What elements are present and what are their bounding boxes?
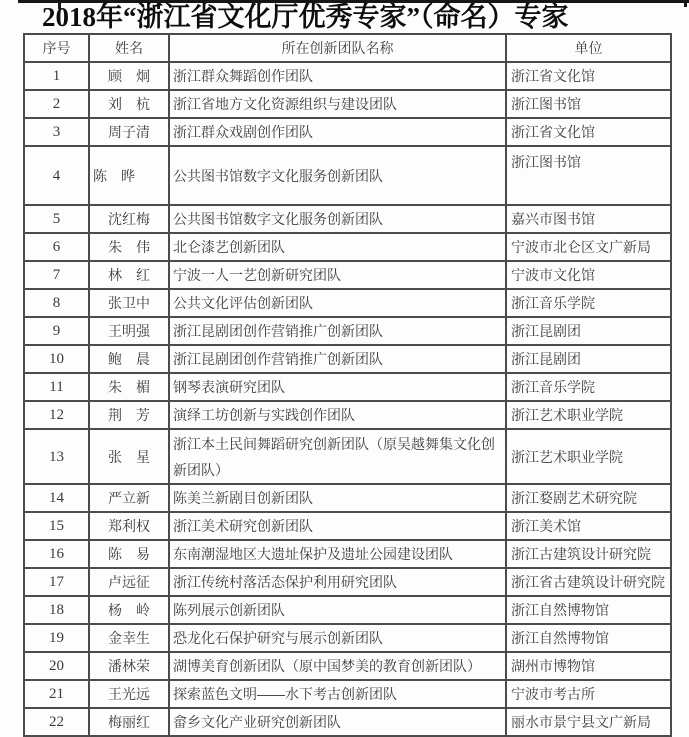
table-row xyxy=(24,401,671,429)
cell-unit: 丽水市景宁县文广新局 xyxy=(506,708,671,736)
cell-unit: 浙江婺剧艺术研究院 xyxy=(506,484,671,512)
cell-serial-number: 5 xyxy=(24,205,89,233)
cell-serial-number: 20 xyxy=(24,652,89,680)
cell-unit: 浙江艺术职业学院 xyxy=(506,401,671,429)
cell-name: 沈红梅 xyxy=(89,205,169,233)
cell-unit: 宁波市文化馆 xyxy=(506,261,671,289)
cell-serial-number: 14 xyxy=(24,484,89,512)
cell-name: 张卫中 xyxy=(89,289,169,317)
cell-unit: 宁波市考古所 xyxy=(506,680,671,708)
cell-unit: 浙江自然博物馆 xyxy=(506,596,671,624)
cell-name: 王光远 xyxy=(89,680,169,708)
cell-team-name: 浙江群众戏剧创作团队 xyxy=(169,118,506,146)
cell-team-name: 恐龙化石保护研究与展示创新团队 xyxy=(169,624,506,652)
cell-team-name: 浙江美术研究创新团队 xyxy=(169,512,506,540)
cell-team-name: 浙江本土民间舞蹈研究创新团队（原吴越舞集文化创新团队） xyxy=(169,429,506,484)
cell-name: 金幸生 xyxy=(89,624,169,652)
cell-team-name: 宁波一人一艺创新研究团队 xyxy=(169,261,506,289)
table-row xyxy=(24,146,671,205)
cell-name: 王明强 xyxy=(89,317,169,345)
cell-unit: 浙江自然博物馆 xyxy=(506,624,671,652)
cell-unit: 浙江艺术职业学院 xyxy=(506,429,671,484)
table-row xyxy=(24,596,671,624)
cell-team-name: 公共文化评估创新团队 xyxy=(169,289,506,317)
cell-name: 朱 伟 xyxy=(89,233,169,261)
cell-serial-number: 10 xyxy=(24,345,89,373)
cell-name: 严立新 xyxy=(89,484,169,512)
cell-team-name: 浙江昆剧团创作营销推广创新团队 xyxy=(169,317,506,345)
cell-team-name: 东南潮湿地区大遗址保护及遗址公园建设团队 xyxy=(169,540,506,568)
page-title: 2018年“浙江省文化厅优秀专家”（命名）专家 xyxy=(42,2,569,32)
cell-team-name: 浙江昆剧团创作营销推广创新团队 xyxy=(169,345,506,373)
cell-unit: 浙江省文化馆 xyxy=(506,62,671,90)
table-row xyxy=(24,484,671,512)
cell-unit: 浙江美术馆 xyxy=(506,512,671,540)
table-row xyxy=(24,233,671,261)
cell-unit: 浙江昆剧团 xyxy=(506,345,671,373)
cell-serial-number: 11 xyxy=(24,373,89,401)
cell-unit: 浙江音乐学院 xyxy=(506,289,671,317)
cell-serial-number: 19 xyxy=(24,624,89,652)
cell-name: 陈 易 xyxy=(89,540,169,568)
cell-name: 林 红 xyxy=(89,261,169,289)
cell-serial-number: 9 xyxy=(24,317,89,345)
header-row xyxy=(24,34,671,62)
table-row xyxy=(24,429,671,484)
cell-team-name: 畲乡文化产业研究创新团队 xyxy=(169,708,506,736)
cell-serial-number: 12 xyxy=(24,401,89,429)
cell-serial-number: 17 xyxy=(24,568,89,596)
table-row xyxy=(24,205,671,233)
cell-name: 顾 炯 xyxy=(89,62,169,90)
cell-serial-number: 13 xyxy=(24,429,89,484)
cell-team-name: 陈美兰新剧目创新团队 xyxy=(169,484,506,512)
col-header-serial-number: 序号 xyxy=(24,34,89,62)
cell-unit: 浙江省文化馆 xyxy=(506,118,671,146)
cell-unit: 浙江图书馆 xyxy=(506,146,671,205)
cell-unit: 浙江昆剧团 xyxy=(506,317,671,345)
cell-team-name: 陈列展示创新团队 xyxy=(169,596,506,624)
cell-name: 梅丽红 xyxy=(89,708,169,736)
cell-team-name: 浙江省地方文化资源组织与建设团队 xyxy=(169,90,506,118)
cell-serial-number: 4 xyxy=(24,146,89,205)
cell-serial-number: 21 xyxy=(24,680,89,708)
cell-unit: 浙江图书馆 xyxy=(506,90,671,118)
cell-name: 周子清 xyxy=(89,118,169,146)
cell-name: 刘 杭 xyxy=(89,90,169,118)
cell-name: 郑利权 xyxy=(89,512,169,540)
cell-serial-number: 2 xyxy=(24,90,89,118)
table-row xyxy=(24,512,671,540)
cell-name: 潘林荣 xyxy=(89,652,169,680)
cell-name: 陈 晔 xyxy=(89,146,169,205)
cell-serial-number: 7 xyxy=(24,261,89,289)
table-row xyxy=(24,568,671,596)
cell-team-name: 探索蓝色文明——水下考古创新团队 xyxy=(169,680,506,708)
table-row xyxy=(24,118,671,146)
table-row xyxy=(24,624,671,652)
cell-name: 朱 楣 xyxy=(89,373,169,401)
cell-name: 杨 岭 xyxy=(89,596,169,624)
col-header-team-name: 所在创新团队名称 xyxy=(169,34,506,62)
cell-name: 张 星 xyxy=(89,429,169,484)
table-row xyxy=(24,708,671,736)
col-header-name: 姓名 xyxy=(89,34,169,62)
cell-unit: 浙江省古建筑设计研究院 xyxy=(506,568,671,596)
cell-serial-number: 22 xyxy=(24,708,89,736)
table-row xyxy=(24,373,671,401)
cell-serial-number: 15 xyxy=(24,512,89,540)
table-row xyxy=(24,652,671,680)
cell-unit: 浙江音乐学院 xyxy=(506,373,671,401)
table-row xyxy=(24,90,671,118)
cell-unit: 嘉兴市图书馆 xyxy=(506,205,671,233)
cell-serial-number: 1 xyxy=(24,62,89,90)
cell-serial-number: 6 xyxy=(24,233,89,261)
cell-team-name: 北仑漆艺创新团队 xyxy=(169,233,506,261)
table-row xyxy=(24,345,671,373)
experts-table xyxy=(23,33,672,737)
cell-team-name: 公共图书馆数字文化服务创新团队 xyxy=(169,205,506,233)
cell-serial-number: 16 xyxy=(24,540,89,568)
cell-team-name: 浙江群众舞蹈创作团队 xyxy=(169,62,506,90)
cell-team-name: 湖博美育创新团队（原中国梦美的教育创新团队） xyxy=(169,652,506,680)
cell-name: 鲍 晨 xyxy=(89,345,169,373)
table-row xyxy=(24,62,671,90)
cell-serial-number: 3 xyxy=(24,118,89,146)
table-row xyxy=(24,317,671,345)
table-row xyxy=(24,289,671,317)
cell-name: 卢远征 xyxy=(89,568,169,596)
cell-serial-number: 18 xyxy=(24,596,89,624)
cell-name: 荆 芳 xyxy=(89,401,169,429)
cell-serial-number: 8 xyxy=(24,289,89,317)
cell-team-name: 浙江传统村落活态保护利用研究团队 xyxy=(169,568,506,596)
cell-unit: 浙江古建筑设计研究院 xyxy=(506,540,671,568)
cell-unit: 湖州市博物馆 xyxy=(506,652,671,680)
table-row xyxy=(24,540,671,568)
table-row xyxy=(24,261,671,289)
col-header-unit: 单位 xyxy=(506,34,671,62)
cell-unit: 宁波市北仑区文广新局 xyxy=(506,233,671,261)
table-body xyxy=(24,62,671,736)
cell-team-name: 钢琴表演研究团队 xyxy=(169,373,506,401)
table-row xyxy=(24,680,671,708)
cell-team-name: 演绎工坊创新与实践创作团队 xyxy=(169,401,506,429)
cell-team-name: 公共图书馆数字文化服务创新团队 xyxy=(169,146,506,205)
